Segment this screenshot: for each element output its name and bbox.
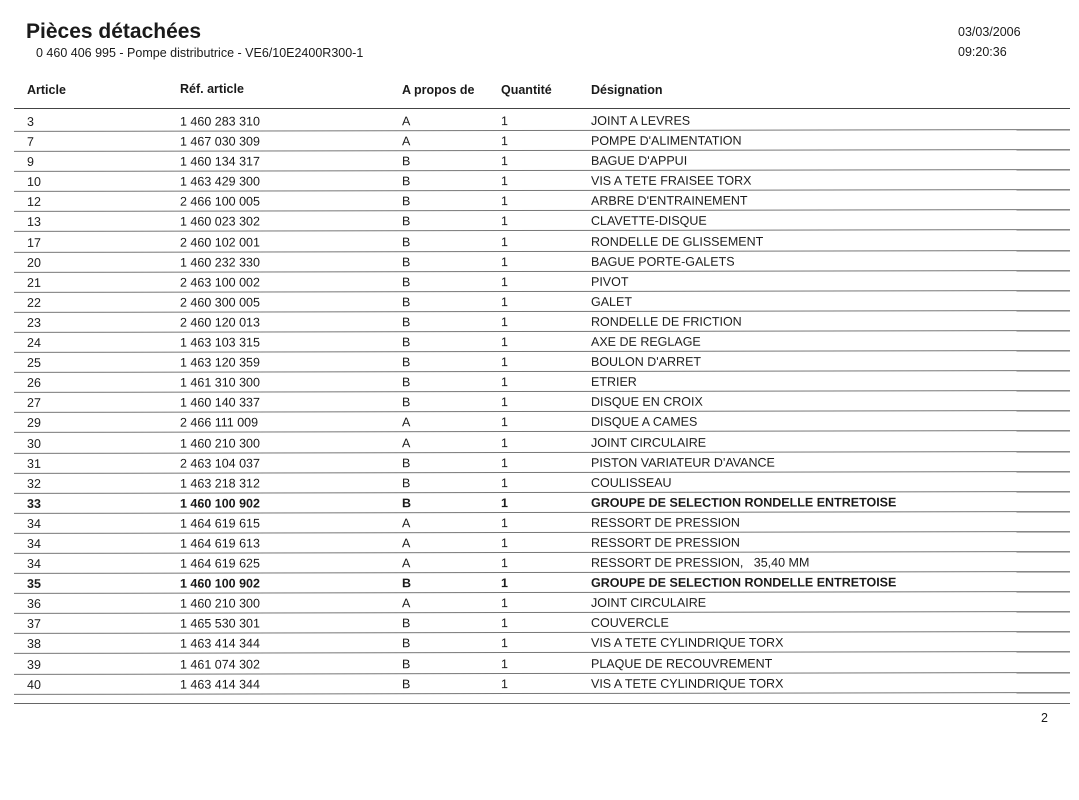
cell-article: 21 [27,275,41,290]
cell-designation: ETRIER [591,375,637,390]
cell-apropos: A [402,435,411,450]
cell-reference: 2 463 100 002 [180,275,260,290]
cell-quantity: 1 [501,475,508,490]
cell-reference: 1 460 283 310 [180,114,260,129]
cell-reference: 2 460 102 001 [180,235,260,250]
cell-apropos: B [402,154,411,169]
table-row [14,251,1070,273]
cell-designation: CLAVETTE-DISQUE [591,214,707,229]
column-header-apropos: A propos de [402,83,475,97]
cell-reference: 1 460 140 337 [180,395,260,411]
table-row [14,633,1070,655]
cell-article: 36 [27,597,41,612]
cell-quantity: 1 [501,375,508,390]
cell-designation: VIS A TETE CYLINDRIQUE TORX [591,676,784,691]
table-row [14,190,1070,212]
cell-quantity: 1 [501,395,508,410]
table-row [14,492,1070,514]
cell-reference: 2 460 120 013 [180,315,260,330]
cell-reference: 1 460 210 300 [180,436,260,451]
cell-quantity: 1 [501,676,508,691]
cell-designation: JOINT A LEVRES [591,113,691,129]
cell-designation: COULISSEAU [591,475,672,490]
cell-designation: JOINT CIRCULAIRE [591,435,707,450]
cell-designation: RESSORT DE PRESSION [591,515,740,530]
cell-apropos: B [402,676,411,691]
cell-quantity: 1 [501,355,508,370]
table-row [14,592,1070,614]
cell-designation: JOINT CIRCULAIRE [591,596,707,611]
cell-quantity: 1 [501,294,508,310]
cell-article: 37 [27,617,41,632]
cell-quantity: 1 [501,455,508,470]
cell-apropos: B [402,234,411,249]
cell-article: 33 [27,496,41,511]
cell-designation: BAGUE PORTE-GALETS [591,254,735,269]
cell-article: 7 [27,135,34,150]
table-row [14,432,1070,454]
cell-apropos: A [402,415,411,430]
cell-quantity: 1 [501,596,508,611]
cell-designation: PIVOT [591,274,629,289]
cell-article: 20 [27,255,41,270]
cell-quantity: 1 [501,254,508,269]
column-header-reference: Réf. article [180,82,244,96]
cell-designation: POMPE D'ALIMENTATION [591,133,742,149]
bottom-divider [14,703,1070,704]
cell-reference: 1 460 134 317 [180,154,260,169]
cell-apropos: B [402,496,412,511]
cell-reference: 1 460 210 300 [180,596,260,611]
cell-reference: 1 464 619 615 [180,516,260,531]
cell-quantity: 1 [501,415,508,430]
cell-reference: 1 460 023 302 [180,215,260,230]
cell-apropos: B [402,254,411,269]
table-row [14,572,1070,594]
cell-article: 40 [27,677,41,692]
cell-article: 12 [27,195,41,210]
cell-quantity: 1 [501,536,508,551]
cell-quantity: 1 [501,315,508,330]
cell-article: 27 [27,396,41,411]
cell-article: 25 [27,356,41,371]
table-row [14,552,1070,574]
page-title: Pièces détachées [26,20,202,43]
cell-reference: 1 463 429 300 [180,174,260,190]
table-row [14,351,1070,373]
cell-designation: GROUPE DE SELECTION RONDELLE ENTRETOISE [591,495,897,510]
cell-reference: 1 464 619 625 [180,556,260,571]
cell-quantity: 1 [501,656,508,671]
cell-apropos: A [402,596,411,611]
cell-apropos: B [402,214,411,229]
table-row [14,331,1070,353]
cell-article: 31 [27,456,41,471]
cell-apropos: A [402,556,411,571]
cell-designation: RESSORT DE PRESSION [591,535,740,550]
cell-apropos: B [402,194,411,209]
cell-reference: 2 460 300 005 [180,295,260,310]
table-row [14,371,1070,393]
cell-reference: 2 466 100 005 [180,194,260,210]
cell-article: 13 [27,215,41,230]
cell-reference: 1 463 414 344 [180,637,260,652]
cell-apropos: B [402,355,411,370]
cell-designation: ARBRE D'ENTRAINEMENT [591,194,748,209]
cell-designation: BOULON D'ARRET [591,354,702,370]
column-header-article: Article [27,83,66,97]
cell-apropos: B [402,275,411,290]
table-row [14,231,1070,253]
cell-apropos: A [402,114,411,129]
cell-reference: 1 460 100 902 [180,576,260,591]
cell-designation: GROUPE DE SELECTION RONDELLE ENTRETOISE [591,575,897,591]
cell-apropos: A [402,516,411,531]
cell-reference: 2 466 111 009 [180,415,259,431]
table-row [14,271,1070,293]
print-date: 03/03/2006 [958,25,1021,39]
table-row [14,130,1070,152]
cell-article: 22 [27,295,41,310]
cell-quantity: 1 [501,134,508,149]
cell-article: 34 [27,557,41,572]
cell-apropos: B [402,455,411,470]
column-header-designation: Désignation [591,83,663,97]
cell-quantity: 1 [501,274,508,289]
cell-reference: 1 461 310 300 [180,375,260,390]
cell-designation: VIS A TETE FRAISEE TORX [591,174,752,189]
cell-reference: 1 465 530 301 [180,616,260,632]
cell-quantity: 1 [501,495,508,510]
cell-apropos: A [402,536,411,551]
cell-reference: 1 463 103 315 [180,335,260,350]
cell-reference: 1 464 619 613 [180,536,260,551]
cell-quantity: 1 [501,194,508,209]
table-row [14,110,1070,132]
table-row [14,653,1070,675]
cell-quantity: 1 [501,335,508,350]
page-number: 2 [1041,711,1048,725]
cell-article: 23 [27,315,41,330]
table-row [14,211,1070,233]
table-body [14,111,1070,694]
cell-designation: DISQUE A CAMES [591,415,698,430]
print-time: 09:20:36 [958,45,1007,59]
cell-apropos: B [402,576,412,591]
table-row [14,411,1070,433]
table-header [14,80,1070,109]
cell-reference: 1 461 074 302 [180,657,260,672]
cell-designation: AXE DE REGLAGE [591,334,701,350]
cell-article: 9 [27,155,34,170]
cell-article: 32 [27,476,41,491]
cell-designation: VIS A TETE CYLINDRIQUE TORX [591,636,784,651]
cell-article: 10 [27,175,41,190]
table-row [14,170,1070,192]
cell-apropos: B [402,315,411,330]
cell-designation: PLAQUE DE RECOUVREMENT [591,656,773,671]
cell-designation: PISTON VARIATEUR D'AVANCE [591,455,775,470]
cell-reference: 1 467 030 309 [180,134,260,149]
cell-apropos: B [402,616,411,631]
cell-designation: RONDELLE DE GLISSEMENT [591,234,764,249]
cell-quantity: 1 [501,174,508,189]
cell-article: 35 [27,577,41,592]
cell-article: 26 [27,376,41,391]
cell-quantity: 1 [501,234,508,249]
cell-quantity: 1 [501,435,508,450]
cell-quantity: 1 [501,214,508,229]
table-row [14,391,1070,413]
cell-article: 17 [27,235,41,250]
cell-reference: 1 460 100 902 [180,496,260,511]
cell-apropos: B [402,395,411,410]
cell-quantity: 1 [501,636,508,651]
table-row [14,311,1070,333]
cell-apropos: B [402,375,411,390]
cell-reference: 2 463 104 037 [180,456,260,471]
cell-quantity: 1 [501,516,508,531]
cell-designation: GALET [591,294,632,309]
cell-reference: 1 463 218 312 [180,476,260,491]
cell-apropos: B [402,295,411,310]
column-header-quantity: Quantité [501,83,552,97]
cell-reference: 1 463 414 344 [180,677,260,692]
cell-article: 30 [27,436,41,451]
cell-article: 38 [27,637,41,652]
cell-quantity: 1 [501,114,508,129]
cell-quantity: 1 [501,556,508,571]
cell-apropos: B [402,335,411,350]
cell-quantity: 1 [501,616,508,631]
cell-article: 39 [27,657,41,672]
cell-article: 24 [27,335,41,351]
cell-apropos: B [402,636,411,651]
table-row [14,512,1070,534]
document-subtitle: 0 460 406 995 - Pompe distributrice - VE6/10E2400R300-1 [36,46,364,60]
table-row [14,291,1070,313]
table-row [14,150,1070,172]
table-row [14,472,1070,494]
cell-article: 3 [27,114,34,129]
cell-apropos: B [402,174,411,189]
cell-designation: BAGUE D'APPUI [591,154,688,169]
cell-quantity: 1 [501,576,508,591]
cell-reference: 1 460 232 330 [180,255,260,270]
cell-designation: RONDELLE DE FRICTION [591,314,742,329]
cell-designation: COUVERCLE [591,616,669,631]
table-row [14,612,1070,634]
parts-table [14,80,1070,694]
cell-article: 34 [27,516,41,531]
cell-designation: RESSORT DE PRESSION, 35,40 MM [591,555,810,571]
cell-apropos: B [402,656,411,671]
cell-apropos: A [402,134,411,149]
cell-quantity: 1 [501,154,508,169]
cell-reference: 1 463 120 359 [180,355,260,370]
table-row [14,673,1070,695]
cell-article: 29 [27,416,41,431]
cell-designation: DISQUE EN CROIX [591,395,703,410]
table-row [14,452,1070,474]
cell-article: 34 [27,536,41,551]
table-row [14,532,1070,554]
cell-apropos: B [402,476,411,491]
